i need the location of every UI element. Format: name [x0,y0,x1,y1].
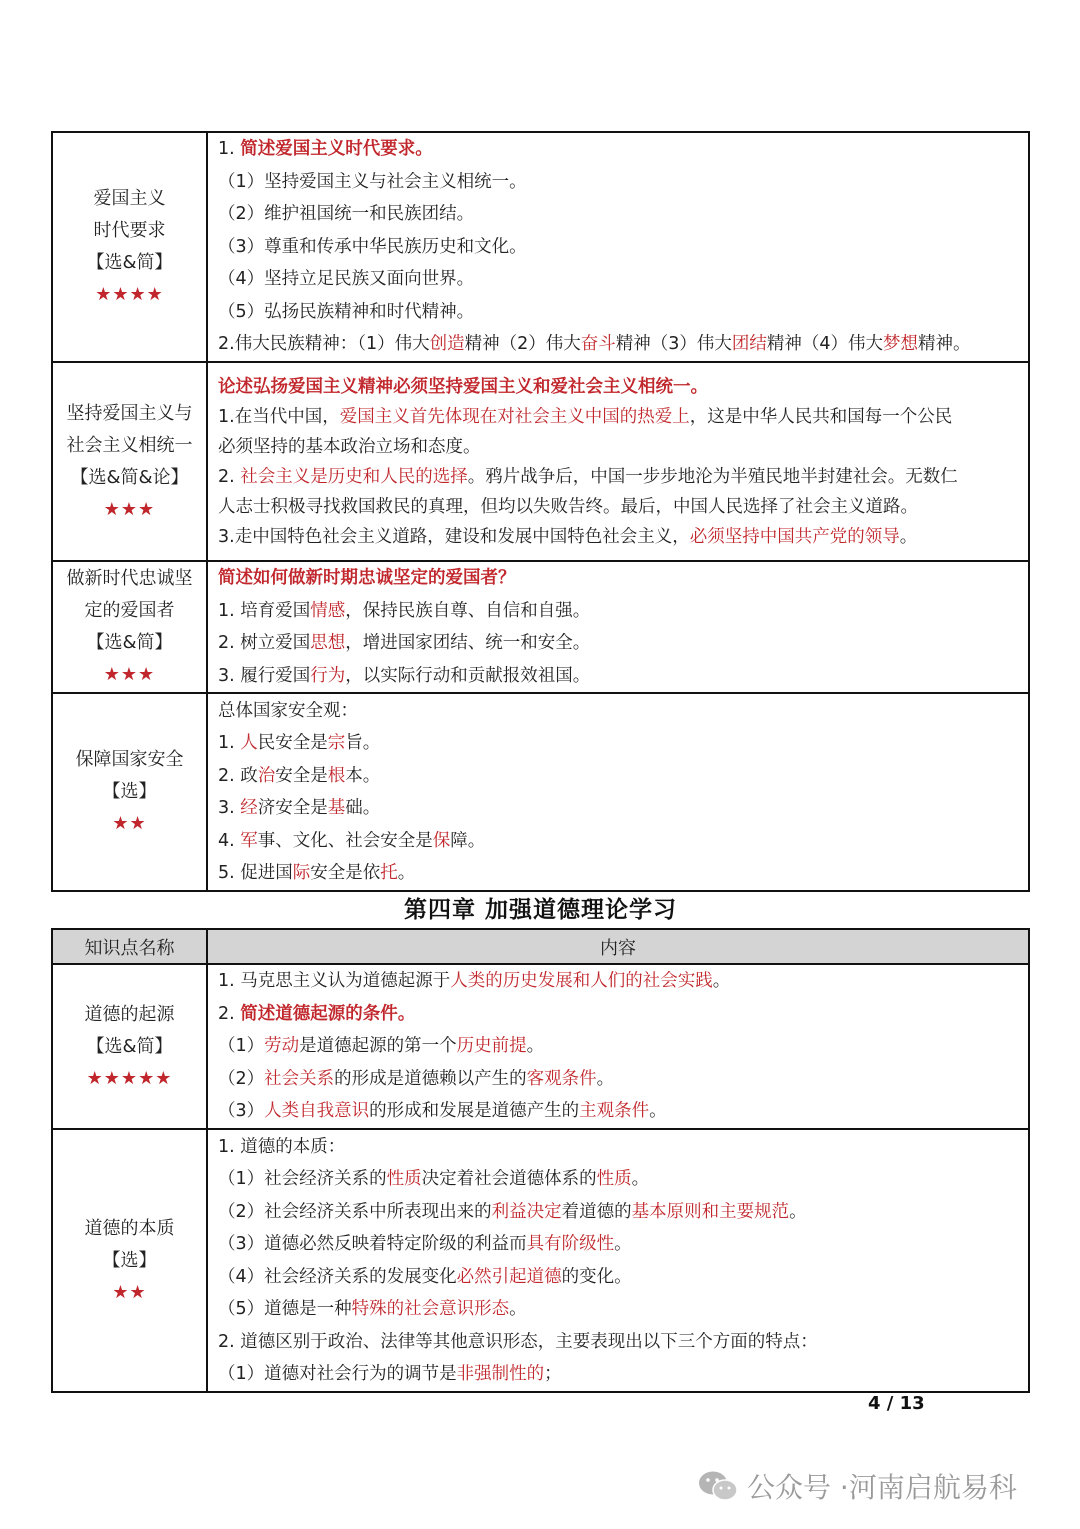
content-line [218,825,1024,858]
highlight-text: 军 [240,830,258,851]
highlight-text: 特殊的社会意识形态 [351,1299,510,1319]
knowledge-point-cell [52,561,207,693]
highlight-text: 经 [240,798,258,818]
star-rating: ★★★★★ [86,1067,173,1089]
body-text: 本。 [345,765,381,786]
table-header-row [52,929,1029,964]
body-text: 。 [397,863,416,883]
content-line [218,296,1024,329]
highlight-text: 梦想 [883,334,919,355]
content-line [218,1063,1024,1096]
highlight-text: 人 [240,733,258,753]
body-text: 着道德的 [561,1201,632,1222]
table-row [52,561,1029,693]
highlight-text: 情感 [310,600,346,621]
knowledge-point-label: 道德的本质 [84,1217,175,1239]
question-heading: 简述道德起源的条件。 [240,1003,416,1024]
body-text: 。 [509,1299,527,1319]
knowledge-point-label: 时代要求 [93,220,166,241]
highlight-text: 爱国主义首先体现在对社会主义中国的热爱上 [339,406,690,427]
highlight-text: 必然引起道德 [456,1266,562,1287]
content-line [218,1131,1024,1164]
body-text: （1）坚持爱国主义与社会主义相统一。 [218,171,527,192]
body-text: 精神（4）伟大 [766,334,884,355]
body-text: 总体国家安全观： [218,700,358,721]
knowledge-point-cell [52,1129,207,1392]
knowledge-point-label: 【选&简】 [86,252,173,273]
body-text: 。 [631,1169,650,1189]
highlight-text: 宗 [327,733,346,753]
content-line [218,133,1024,166]
body-text: 是道德起源的第一个 [299,1036,457,1057]
body-text: 。鸦片战争后，中国一步步地沦为半殖民地半封建社会。无数仁 [467,466,958,487]
body-text: 旨。 [345,733,381,753]
body-text: ，保持民族自尊、自信和自强。 [345,600,591,621]
content-cell [207,561,1029,693]
star-rating: ★★★ [103,664,156,685]
highlight-text: 必须坚持中国共产党的领导 [689,526,900,547]
content-line [218,1030,1024,1063]
body-text: 2. 道德区别于政治、法律等其他意识形态，主要表现出以下三个方面的特点： [218,1331,818,1352]
content-line [218,402,1024,432]
knowledge-point-label: 【选&简】 [86,632,173,653]
body-text: ，以实际行动和贡献报效祖国。 [345,665,591,686]
knowledge-point-label: 保障国家安全 [75,749,184,770]
body-text: 障。 [450,830,486,851]
body-text: 1. 道德的本质： [218,1136,346,1157]
body-text: （1）道德对社会行为的调节是 [218,1364,457,1384]
content-line [218,627,1024,660]
highlight-text: 社会主义是历史和人民的选择 [240,466,468,487]
body-text: 。 [789,1201,807,1222]
content-line [218,432,1024,462]
chapter3-table [51,131,1030,892]
content-line [218,492,1024,522]
highlight-text: 客观条件 [526,1068,597,1089]
body-text: （5）道德是一种 [218,1299,352,1319]
table-row [52,132,1029,362]
highlight-text: 劳动 [264,1036,300,1057]
knowledge-point-label: 坚持爱国主义与 [66,402,193,424]
knowledge-point-label: 社会主义相统一 [66,434,193,456]
body-text: （2）维护祖国统一和民族团结。 [218,204,475,225]
body-text: ，增进国家团结、统一和安全。 [345,633,591,653]
table-row [52,964,1029,1129]
watermark-prefix: 公众号 · [747,1471,849,1504]
highlight-text: 主观条件 [579,1101,650,1122]
body-text: 。 [596,1068,615,1089]
knowledge-point-label: 【选】 [102,1249,157,1271]
body-text: （3）尊重和传承中华民族历史和文化。 [218,236,527,257]
body-text: 决定着社会道德体系的 [421,1169,597,1189]
content-cell [207,132,1029,362]
highlight-text: 非强制性的 [456,1364,545,1384]
chapter-title: 第四章 加强道德理论学习 [403,897,677,923]
highlight-text: 性质 [386,1169,422,1189]
highlight-text: 保 [432,830,451,851]
content-line [218,328,1024,361]
body-text: 1.在当代中国， [218,406,340,427]
highlight-text: 际 [292,863,311,883]
highlight-text: 根 [327,765,346,786]
watermark-name: 河南启航易科 [848,1471,1017,1504]
body-text: 1. [218,139,241,160]
header-content: 内容 [207,929,1029,964]
content-line [218,1163,1024,1196]
body-text: 2. [218,1003,241,1024]
body-text: 1. [218,733,241,753]
content-line [218,198,1024,231]
body-text: 4. [218,830,241,851]
knowledge-point-label: 【选&简&论】 [70,466,189,488]
body-text: 必须坚持的基本政治立场和态度。 [218,436,481,457]
content-line [218,1228,1024,1261]
content-cell [207,964,1029,1129]
content-line [218,1196,1024,1229]
body-text: 3. 履行爱国 [218,665,311,686]
knowledge-point-label: 爱国主义 [93,188,166,209]
highlight-text: 行为 [310,665,346,686]
highlight-text: 人类的历史发展和人们的社会实践 [450,971,713,992]
body-text: （1）社会经济关系的 [218,1169,387,1189]
question-heading: 简述如何做新时期忠诚坚定的爱国者？ [218,568,516,588]
content-cell [207,362,1029,561]
body-text: 2. 政 [218,765,258,786]
document-page [51,131,1030,1393]
body-text: （3）道德必然反映着特定阶级的利益而 [218,1234,527,1254]
content-line [218,1293,1024,1326]
body-text: （4）坚持立足民族又面向世界。 [218,269,475,290]
highlight-text: 创造 [429,334,465,355]
knowledge-point-label: 道德的起源 [84,1003,175,1025]
table-row [52,362,1029,561]
highlight-text: 基本原则和主要规范 [631,1201,790,1222]
knowledge-point-cell [52,132,207,362]
body-text: 精神（2）伟大 [464,334,581,355]
body-text: （5）弘扬民族精神和时代精神。 [218,301,475,322]
highlight-text: 托 [380,863,398,883]
star-rating: ★★ [112,813,147,834]
highlight-text: 人类自我意识 [264,1101,370,1122]
body-text: 安全是 [275,765,328,786]
body-text: 的形成是道德赖以产生的 [334,1068,527,1089]
body-text: （1） [218,1036,265,1057]
body-text: （4）社会经济关系的发展变化 [218,1266,457,1287]
content-cell [207,1129,1029,1392]
knowledge-point-label: 定的爱国者 [84,600,175,621]
highlight-text: 基 [327,798,346,818]
content-line [218,965,1024,998]
body-text: 3. [218,798,241,818]
knowledge-point-cell [52,964,207,1129]
body-text: 的变化。 [561,1266,632,1287]
content-line [218,372,1024,402]
table-row [52,1129,1029,1392]
content-line [218,462,1024,492]
body-text: 础。 [345,798,381,818]
content-line [218,522,1024,552]
knowledge-point-cell [52,693,207,891]
highlight-text: 奋斗 [580,334,616,355]
content-line [218,857,1024,890]
content-line [218,166,1024,199]
body-text: 5. 促进国 [218,863,293,883]
body-text: （2）社会经济关系中所表现出来的 [218,1201,492,1222]
body-text: 。 [712,971,731,992]
content-line [218,660,1024,693]
knowledge-point-label: 做新时代忠诚坚 [66,568,193,589]
body-text: ，这是中华人民共和国每一个公民 [689,406,953,427]
star-rating: ★★★ [103,498,156,520]
knowledge-point-cell [52,362,207,561]
highlight-text: 治 [257,765,276,786]
body-text: 。 [899,526,918,547]
body-text: 安全是依 [310,863,381,883]
body-text: 精神。 [918,334,971,355]
highlight-text: 具有阶级性 [526,1234,615,1254]
body-text: 。 [614,1234,632,1254]
content-line [218,727,1024,760]
watermark [697,1466,1017,1506]
content-line [218,263,1024,296]
question-heading: 简述爱国主义时代要求。 [240,139,433,160]
body-text: ； [544,1364,562,1384]
body-text: 3.走中国特色社会主义道路，建设和发展中国特色社会主义， [218,526,690,547]
body-text: 。 [526,1036,545,1057]
knowledge-point-label: 【选】 [102,781,157,802]
chapter4-table [51,928,1030,1393]
content-line [218,792,1024,825]
body-text: 2. 树立爱国 [218,633,311,653]
content-line [218,760,1024,793]
body-text: （2） [218,1068,265,1089]
body-text: 济安全是 [257,798,328,818]
body-text: 精神（3）伟大 [615,334,732,355]
content-line [218,998,1024,1031]
header-knowledge-point: 知识点名称 [52,929,207,964]
wechat-icon [697,1469,739,1503]
content-line [218,695,1024,728]
table-row [52,693,1029,891]
body-text: 的形成和发展是道德产生的 [369,1101,580,1122]
highlight-text: 历史前提 [456,1036,527,1057]
highlight-text: 社会关系 [264,1068,335,1089]
body-text: 2. [218,466,241,487]
body-text: 2.伟大民族精神：（1）伟大 [218,334,430,355]
body-text: 事、文化、社会安全是 [257,830,433,851]
content-cell [207,693,1029,891]
body-text: 民安全是 [257,733,328,753]
body-text: 人志士积极寻找救国救民的真理，但均以失败告终。最后，中国人民选择了社会主义道路。 [218,496,918,517]
content-line [218,1358,1024,1391]
knowledge-point-label: 【选&简】 [86,1035,173,1057]
page-number: 4 / 13 [868,1393,925,1414]
content-line [218,231,1024,264]
content-line [218,562,1024,595]
content-line [218,595,1024,628]
content-line [218,1095,1024,1128]
highlight-text: 团结 [731,334,767,355]
body-text: 1. 马克思主义认为道德起源于 [218,971,451,992]
question-heading: 论述弘扬爱国主义精神必须坚持爱国主义和爱社会主义相统一。 [218,376,708,397]
highlight-text: 利益决定 [491,1201,562,1222]
body-text: （3） [218,1101,265,1122]
body-text: 1. 培育爱国 [218,600,311,621]
content-line [218,1261,1024,1294]
star-rating: ★★ [112,1281,147,1303]
highlight-text: 性质 [596,1169,632,1189]
star-rating: ★★★★ [95,284,164,305]
highlight-text: 思想 [310,633,346,653]
body-text: 。 [649,1101,667,1122]
content-line [218,1326,1024,1359]
